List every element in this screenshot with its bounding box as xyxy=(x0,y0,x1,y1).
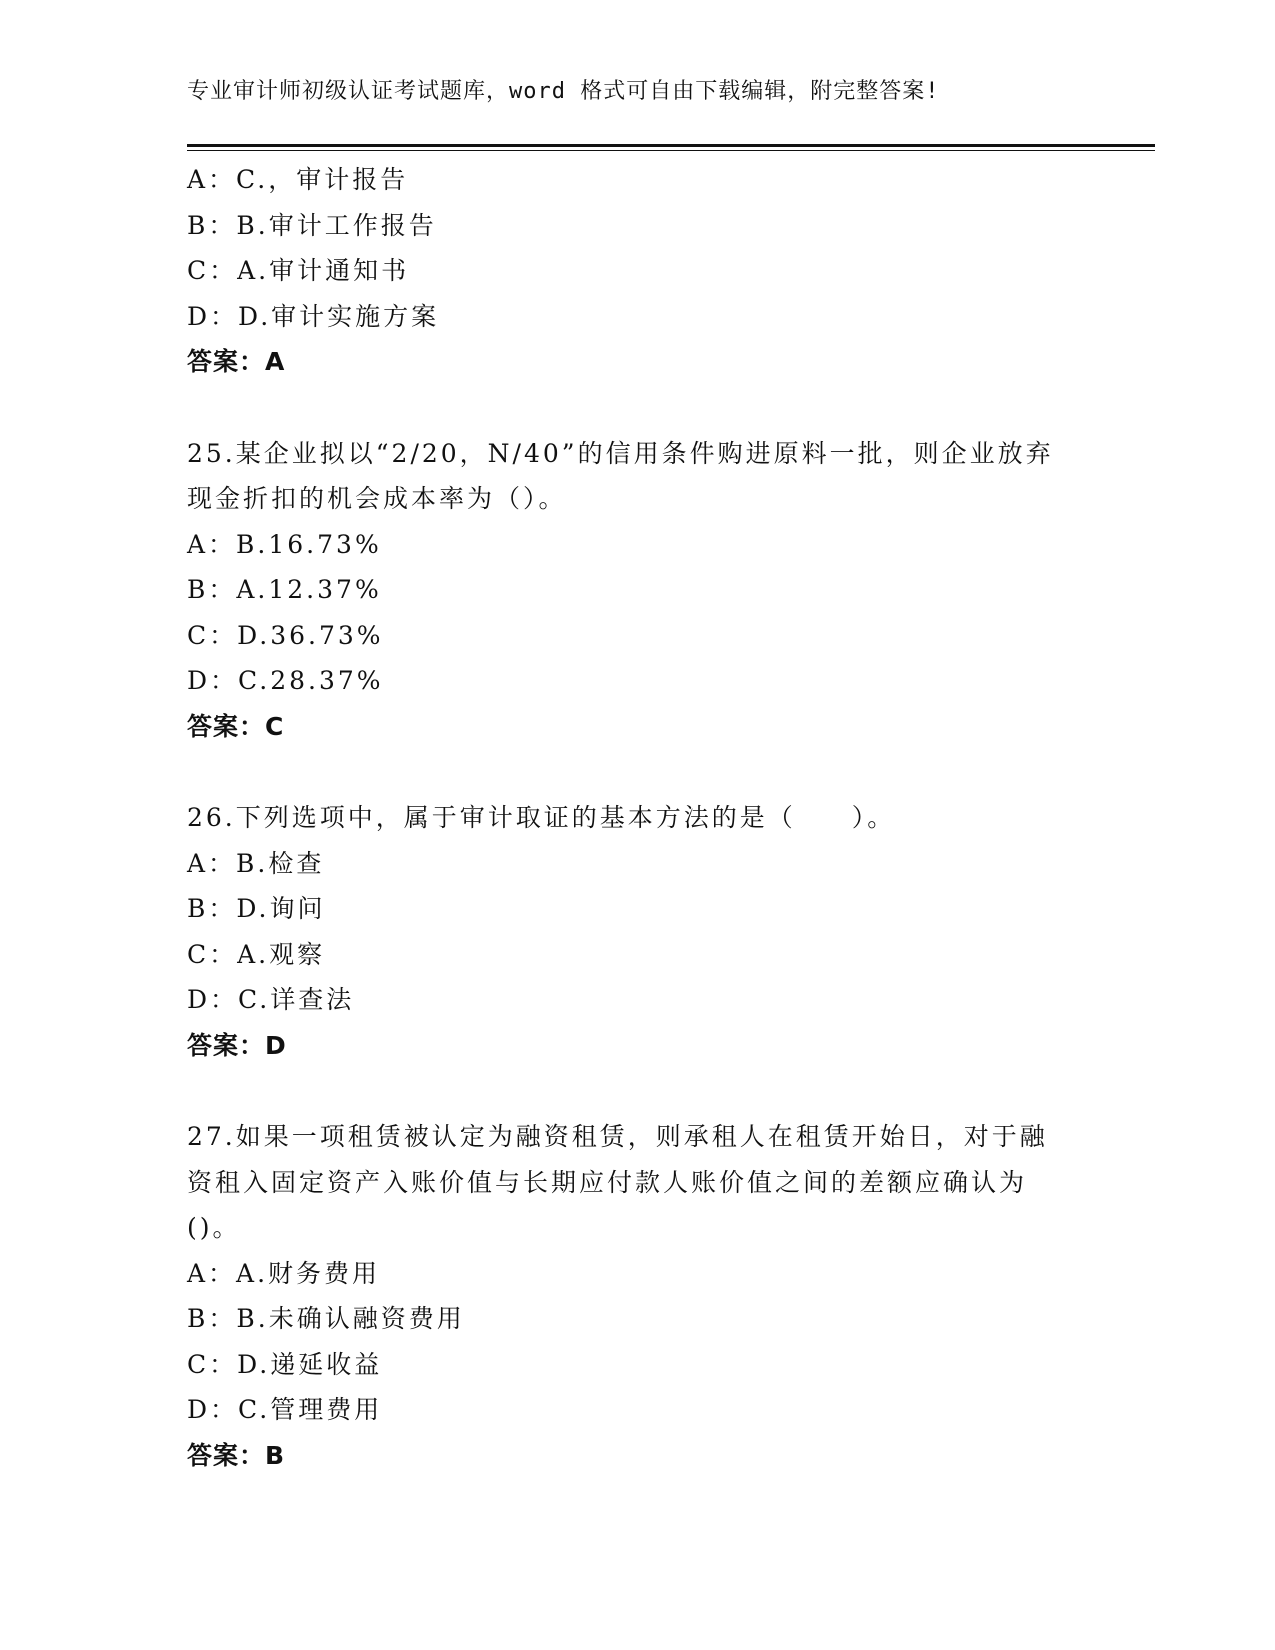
answer-line: 答案：B xyxy=(187,1440,286,1470)
question-26 xyxy=(187,795,1087,1068)
option-a: A：B.检查 xyxy=(187,848,325,878)
question-25 xyxy=(187,431,1087,750)
question-stem: 资租入固定资产入账价值与长期应付款人账价值之间的差额应确认为 xyxy=(187,1167,1028,1197)
question-list xyxy=(187,157,1087,1478)
answer-line: 答案：A xyxy=(187,347,286,376)
option-a: A：B.16.73% xyxy=(187,529,382,559)
answer-line: 答案：C xyxy=(187,711,285,741)
question-stem: 27.如果一项租赁被认定为融资租赁，则承租人在租赁开始日，对于融 xyxy=(187,1122,1048,1151)
option-d: D：D.审计实施方案 xyxy=(187,301,440,331)
question-27 xyxy=(187,1114,1087,1478)
answer-line: 答案：D xyxy=(187,1030,287,1060)
header-divider-thick xyxy=(187,144,1155,147)
option-c: C：A.审计通知书 xyxy=(187,256,410,285)
question-stem: ()。 xyxy=(187,1213,241,1242)
question-stem: 现金折扣的机会成本率为（）。 xyxy=(187,484,567,513)
page-header: 专业审计师初级认证考试题库，word 格式可自由下载编辑，附完整答案! xyxy=(187,79,940,104)
option-c: C：D.36.73% xyxy=(187,620,384,650)
option-b: B：B.审计工作报告 xyxy=(187,210,437,240)
option-d: D：C.详查法 xyxy=(187,985,355,1014)
option-b: B：D.询问 xyxy=(187,894,326,923)
option-d: D：C.28.37% xyxy=(187,666,384,695)
question-24 xyxy=(187,157,1087,385)
option-d: D：C.管理费用 xyxy=(187,1395,383,1424)
option-c: C：A.观察 xyxy=(187,939,326,969)
option-a: A：A.财务费用 xyxy=(187,1258,381,1288)
option-b: B：B.未确认融资费用 xyxy=(187,1304,465,1333)
option-c: C：D.递延收益 xyxy=(187,1349,383,1379)
option-b: B：A.12.37% xyxy=(187,575,382,604)
header-divider-thin xyxy=(187,150,1155,151)
option-a: A：C.，审计报告 xyxy=(187,165,409,194)
question-stem: 25.某企业拟以“2/20，N/40”的信用条件购进原料一批，则企业放弃 xyxy=(187,438,1054,468)
question-stem: 26.下列选项中，属于审计取证的基本方法的是（ ）。 xyxy=(187,803,896,832)
